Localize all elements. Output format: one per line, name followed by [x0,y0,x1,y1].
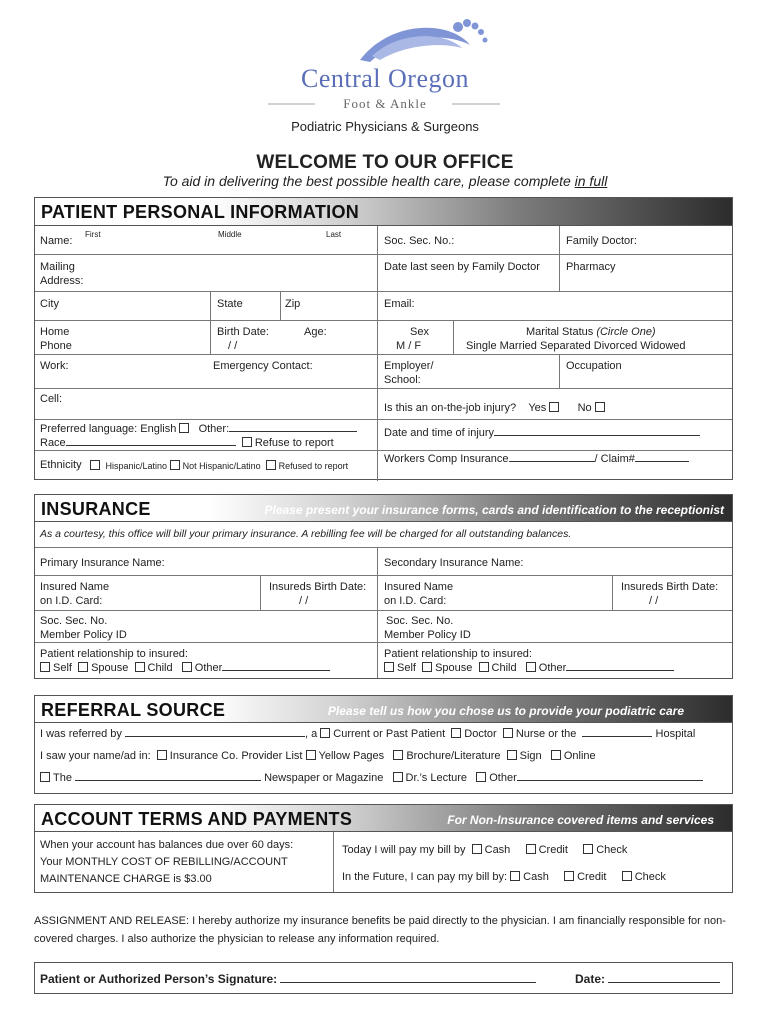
saw-name-line: I saw your name/ad in: Insurance Co. Provider List Yellow Pages Brochure/Literature Sign Online [40,750,596,762]
spouse-checkbox[interactable] [78,662,88,672]
provider-list-checkbox[interactable] [157,750,167,760]
section-header [35,805,732,832]
middle-label: Middle [218,230,242,239]
cell-label: Cell: [40,393,63,405]
address-label: Address: [40,275,84,287]
self-checkbox[interactable] [384,662,394,672]
section-title: INSURANCE [41,499,151,519]
secondary-insurance-field[interactable]: Secondary Insurance Name: [377,548,378,575]
future-payment: In the Future, I can pay my bill by: Cash Credit Check [342,871,666,883]
secondary-insured-field[interactable]: Insured Name on I.D. Card: [377,576,378,610]
the-line: The Newspaper or Magazine Dr.’s Lecture Other [40,771,703,785]
refuse-report-checkbox[interactable] [242,437,252,447]
brochure-checkbox[interactable] [393,750,403,760]
account-line-1: When your account has balances due over 60 days: [40,839,294,851]
row-ethnicity: Ethnicity Hispanic/Latino Not Hispanic/Latino Refused to report [40,459,349,471]
future-cash-checkbox[interactable] [510,871,520,881]
relationship-label: Patient relationship to insured: [40,648,188,660]
yes-checkbox[interactable] [549,402,559,412]
race: Race Refuse to report [40,437,334,449]
logo-name: Central Oregon [300,64,469,93]
row-name [35,226,732,255]
ethnicity-label: Ethnicity [40,459,82,471]
future-check-checkbox[interactable] [622,871,632,881]
no-checkbox[interactable] [595,402,605,412]
first-label: First [85,230,101,239]
refused-checkbox[interactable] [266,460,276,470]
section-note: For Non-Insurance covered items and services [447,813,714,827]
section-header [35,495,732,522]
job-injury-question: Is this an on-the-job injury? Yes No [384,401,608,415]
spouse-checkbox[interactable] [422,662,432,672]
sign-checkbox[interactable] [507,750,517,760]
current-patient-checkbox[interactable] [320,728,330,738]
account-line-3: MAINTENANCE CHARGE is $3.00 [40,873,212,885]
member-label: Member Policy ID [40,629,127,641]
yellow-pages-checkbox[interactable] [306,750,316,760]
secondary-ssn-field[interactable]: Soc. Sec. No. Member Policy ID [377,611,378,642]
signature-line[interactable]: Patient or Authorized Person’s Signature: [40,972,536,986]
row-courtesy [35,522,732,548]
insured-name-label: Insured Name [40,581,110,593]
row-work: Work: Emergency Contact: Employer/ School: Occupation [35,355,732,389]
future-credit-checkbox[interactable] [564,871,574,881]
primary-insurance-field[interactable]: Primary Insurance Name: [40,557,165,569]
today-credit-checkbox[interactable] [526,844,536,854]
referred-by-line: I was referred by , a Current or Past Patient Doctor Nurse or the Hospital [40,728,696,740]
workers-comp[interactable]: Workers Comp Insurance / Claim# [384,452,689,466]
section-header [35,198,732,226]
row-insured-name [35,576,732,611]
english-checkbox[interactable] [179,423,189,433]
last-label: Last [326,230,342,239]
today-cash-checkbox[interactable] [472,844,482,854]
section-insurance [34,494,733,679]
occupation-field[interactable]: Occupation [559,355,560,388]
courtesy-note: As a courtesy, this office will bill your primary insurance. A rebilling fee will be charged for all outstanding balances. [40,528,572,540]
section-header [35,696,732,723]
page-subtitle: To aid in delivering the best possible health care, please complete in full [162,173,608,189]
birth-date-field[interactable]: Birth Date: / / Age: [210,321,211,354]
other-checkbox[interactable] [526,662,536,672]
row-ssn-policy [35,611,732,643]
row-relationship: Patient relationship to insured: Self Spouse Child Other Patient relationship to insured: Self Spouse Child Other [35,643,732,678]
pharmacy-field[interactable]: Pharmacy [559,255,560,291]
not-hispanic-checkbox[interactable] [170,460,180,470]
other-checkbox[interactable] [476,772,486,782]
today-check-checkbox[interactable] [583,844,593,854]
logo-subname: Foot & Ankle [343,96,427,111]
section-referral [34,695,733,794]
primary-birth-date-field[interactable]: Insureds Birth Date: / / [260,576,261,610]
child-checkbox[interactable] [479,662,489,672]
state-field[interactable]: State [210,292,211,320]
page-title: WELCOME TO OUR OFFICE [256,152,514,173]
marital-status-field[interactable]: Marital Status (Circle One) Single Married Separated Divorced Widowed [453,321,454,354]
doctor-checkbox[interactable] [451,728,461,738]
ssn-field[interactable]: Soc. Sec. No.: [377,226,378,254]
secondary-relationship: Patient relationship to insured: Self Spouse Child Other [377,643,378,678]
other-checkbox[interactable] [182,662,192,672]
section-title: REFERRAL SOURCE [41,700,226,720]
section-title: PATIENT PERSONAL INFORMATION [41,202,360,222]
phone-label: Phone [40,340,72,352]
payment-options [333,832,666,892]
secondary-birth-date-field[interactable]: Insureds Birth Date: / / [612,576,613,610]
mailing-label: Mailing [40,261,75,273]
date-last-seen-field[interactable]: Date last seen by Family Doctor [377,255,378,291]
email-field[interactable]: Email: [377,292,378,320]
row-language [35,420,732,451]
date-time-injury[interactable]: Date and time of injury [384,426,700,440]
section-title: ACCOUNT TERMS AND PAYMENTS [41,809,353,829]
row-insurance-name [35,548,732,576]
section-note: Please present your insurance forms, cards and identification to the receptionist [264,503,724,517]
employer-field[interactable]: Employer/ School: [377,355,378,388]
section-note: Please tell us how you chose us to provide your podiatric care [327,704,684,718]
referral-body [35,723,732,793]
logo [0,0,770,140]
assignment-release: ASSIGNMENT AND RELEASE: I hereby authorize my insurance benefits be paid directly to the physician. I am financially responsible for non-covered charges. I also authorize the physician to release any information required. [34,915,726,945]
sex-field[interactable]: Sex M / F [377,321,378,354]
hispanic-checkbox[interactable] [90,460,100,470]
online-checkbox[interactable] [551,750,561,760]
today-payment: Today I will pay my bill by Cash Credit Check [342,844,628,856]
self-checkbox[interactable] [40,662,50,672]
work-label: Work: [40,360,69,372]
on-id-label: on I.D. Card: [40,595,103,607]
tagline: Podiatric Physicians & Surgeons [291,119,479,134]
section-personal [34,197,733,480]
city-label: City [40,298,59,310]
date-line[interactable]: Date: [575,972,720,986]
nurse-checkbox[interactable] [503,728,513,738]
child-checkbox[interactable] [135,662,145,672]
row-city [35,292,732,321]
family-doctor-field[interactable]: Family Doctor: [559,226,560,254]
preferred-language: Preferred language: English Other: [40,422,357,436]
signature-box [34,962,733,994]
account-body [35,832,732,892]
drs-lecture-checkbox[interactable] [393,772,403,782]
section-account [34,804,733,893]
account-line-2: Your MONTHLY COST OF REBILLING/ACCOUNT [40,856,288,868]
row-home-phone [35,321,732,355]
zip-field[interactable]: Zip [280,292,281,320]
name-label: Name: [40,235,73,247]
home-label: Home [40,326,70,338]
row-mailing [35,255,732,292]
ssn-label: Soc. Sec. No. [40,615,108,627]
the-checkbox[interactable] [40,772,50,782]
